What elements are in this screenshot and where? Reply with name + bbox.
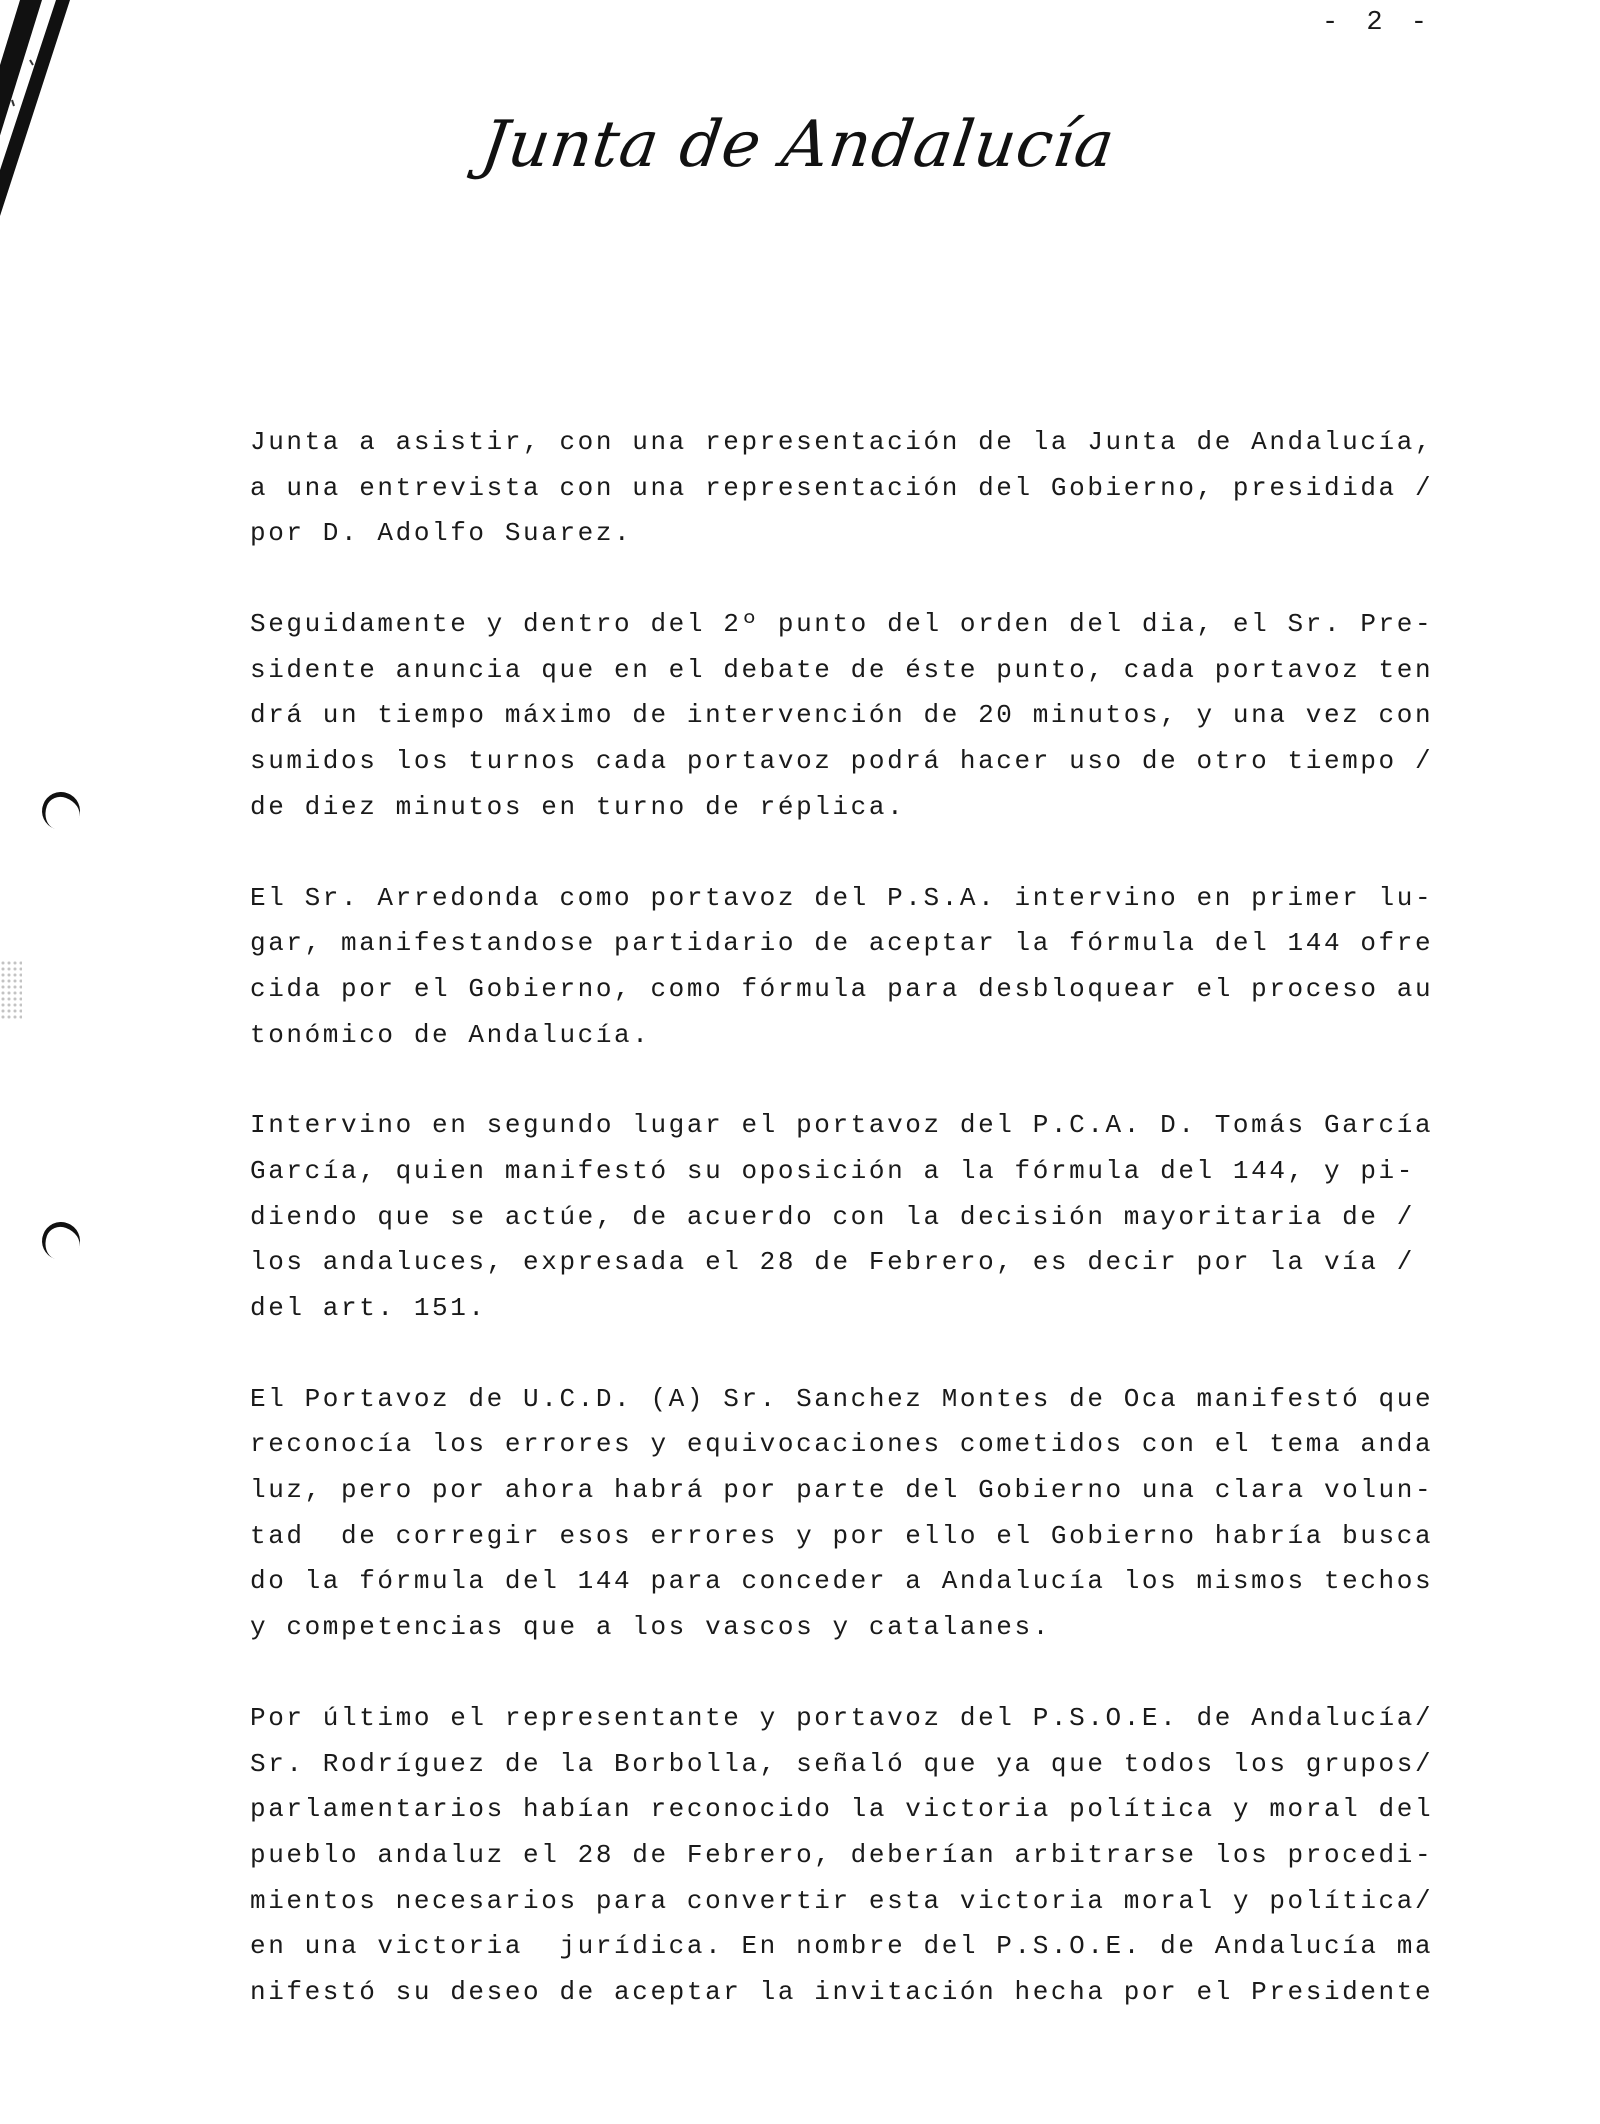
text-line: de diez minutos en turno de réplica. [250,791,906,822]
punch-hole-mark [37,1217,86,1266]
text-line: García, quien manifestó su oposición a la fórmula del 144, y pi- [250,1155,1415,1186]
scan-speckle [0,960,22,1020]
text-line: del art. 151. [250,1293,487,1323]
paragraph-psoe [250,1696,1470,2016]
text-line: parlamentarios habían reconocido la victoria política y moral del [250,1794,1434,1825]
text-line: a una entrevista con una representación del Gobierno, presidida / [250,472,1434,503]
text-line: los andaluces, expresada el 28 de Febrero, es decir por la vía / [250,1247,1415,1278]
text-line: Sr. Rodríguez de la Borbolla, señaló que ya que todos los grupos/ [250,1748,1434,1779]
punch-hole-mark [37,787,86,836]
paragraph-invitation [250,420,1470,557]
text-line: Seguidamente y dentro del 2º punto del orden del dia, el Sr. Pre- [250,609,1434,640]
paragraph-ucd [250,1377,1470,1651]
diagonal-stripes-decoration [0,0,220,230]
text-line: sidente anuncia que en el debate de éste punto, cada portavoz ten [250,654,1434,685]
text-line: drá un tiempo máximo de intervención de 20 minutos, y una vez con [250,700,1434,731]
text-line: Junta a asistir, con una representación de la Junta de Andalucía, [250,427,1434,457]
text-line: Intervino en segundo lugar el portavoz del P.C.A. D. Tomás García [250,1110,1434,1141]
text-line: El Sr. Arredonda como portavoz del P.S.A. intervino en primer lu- [250,882,1434,913]
text-line: reconocía los errores y equivocaciones cometidos con el tema anda [250,1429,1434,1460]
text-line: y competencias que a los vascos y catalanes. [250,1612,1051,1643]
paragraph-agenda [250,602,1470,830]
page-number: - 2 - [1322,8,1434,38]
text-line: pueblo andaluz el 28 de Febrero, deberían arbitrarse los procedi- [250,1839,1434,1870]
text-line: por D. Adolfo Suarez. [250,518,633,549]
text-line: sumidos los turnos cada portavoz podrá hacer uso de otro tiempo / [250,746,1434,777]
text-line: gar, manifestandose partidario de aceptar la fórmula del 144 ofre [250,928,1434,959]
paragraph-psa [250,876,1470,1059]
text-line: Por último el representante y portavoz del P.S.O.E. de Andalucía/ [250,1702,1434,1733]
text-line: nifestó su deseo de aceptar la invitación hecha por el Presidente [250,1976,1434,2007]
text-line: mientos necesarios para convertir esta victoria moral y política/ [250,1885,1434,1916]
text-line: diendo que se actúe, de acuerdo con la decisión mayoritaria de / [250,1201,1415,1232]
text-line: do la fórmula del 144 para conceder a Andalucía los mismos techos [250,1566,1434,1597]
document-body [250,420,1470,2061]
paragraph-pca [250,1103,1470,1331]
text-line: tad de corregir esos errores y por ello el Gobierno habría busca [250,1520,1434,1551]
text-line: El Portavoz de U.C.D. (A) Sr. Sanchez Montes de Oca manifestó que [250,1383,1434,1414]
text-line: en una victoria jurídica. En nombre del P.S.O.E. de Andalucía ma [250,1931,1434,1962]
text-line: tonómico de Andalucía. [250,1019,651,1050]
text-line: cida por el Gobierno, como fórmula para desbloquear el proceso au [250,973,1434,1004]
letterhead-title: Junta de Andalucía [476,108,1120,182]
text-line: luz, pero por ahora habrá por parte del Gobierno una clara volun- [250,1475,1434,1506]
